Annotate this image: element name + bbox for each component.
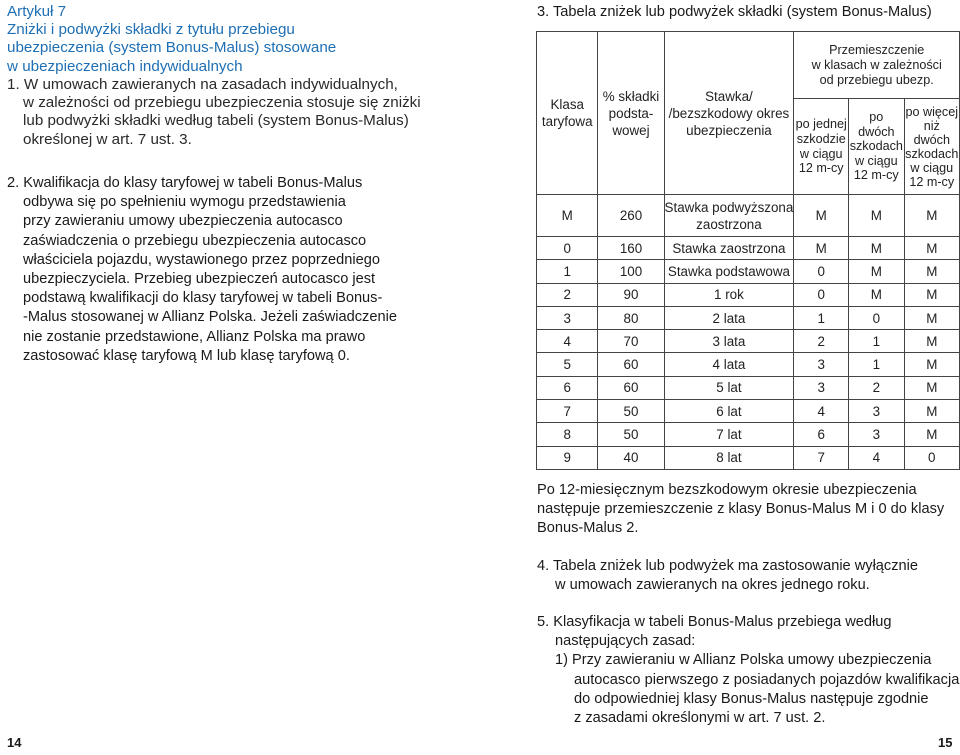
table-cell: 1	[849, 353, 904, 376]
table-cell: M	[904, 306, 959, 329]
text-line: 5. Klasyfikacja w tabeli Bonus-Malus przebiega według	[537, 614, 892, 630]
header-skladki: % składki podsta- wowej	[598, 32, 664, 195]
table-cell: 2	[794, 330, 849, 353]
table-row	[537, 237, 960, 260]
article-title-line: Zniżki i podwyżki składki z tytułu przebiegu	[7, 21, 295, 39]
text-line: lub podwyżki składki według tabeli (system Bonus-Malus)	[23, 112, 409, 130]
table-cell: 0	[794, 260, 849, 283]
table-row	[537, 423, 960, 446]
bonus-malus-table	[536, 31, 960, 470]
table-cell: 8	[537, 423, 598, 446]
header-po-dwoch: po dwóch szkodach w ciągu 12 m-cy	[849, 99, 904, 195]
point-4	[537, 557, 918, 595]
table-cell: 3	[794, 353, 849, 376]
table-cell: 90	[598, 283, 664, 306]
table-cell: Stawka podstawowa	[664, 260, 794, 283]
table-cell: 7	[537, 400, 598, 423]
text-line: -Malus stosowanej w Allianz Polska. Jeżeli zaświadczenie	[23, 309, 397, 326]
table-cell: 160	[598, 237, 664, 260]
page-number-left: 14	[7, 735, 22, 750]
table-cell: 3	[849, 400, 904, 423]
table-cell: 0	[849, 306, 904, 329]
table-cell: 50	[598, 400, 664, 423]
cell: 260	[598, 195, 664, 237]
table-cell: 40	[598, 446, 664, 469]
table-cell: 1	[849, 330, 904, 353]
table-cell: 2	[849, 376, 904, 399]
text-line: autocasco pierwszego z posiadanych pojazdów kwalifikacja	[574, 671, 960, 688]
table-cell: 1 rok	[664, 283, 794, 306]
text-line: zaświadczenia o przebiegu ubezpieczenia autocasco	[23, 232, 367, 249]
text-line: w zależności od przebiegu ubezpieczenia stosuje się zniżki	[23, 94, 421, 112]
table-cell: M	[794, 237, 849, 260]
table-cell: 0	[794, 283, 849, 306]
table-row	[537, 283, 960, 306]
table-cell: M	[904, 283, 959, 306]
text-line: przy zawieraniu umowy ubezpieczenia autocasco	[23, 213, 343, 230]
table-cell: M	[904, 400, 959, 423]
page-number-right: 15	[938, 735, 953, 750]
after-table-text	[537, 481, 944, 539]
table-row-m	[537, 195, 960, 237]
text-line: właściciela pojazdu, wystawionego przez poprzedniego	[23, 251, 380, 268]
table-row	[537, 353, 960, 376]
point-1	[7, 76, 421, 149]
table-cell: 6 lat	[664, 400, 794, 423]
text-line: z zasadami określonymi w art. 7 ust. 2.	[574, 710, 826, 727]
table-cell: 4 lata	[664, 353, 794, 376]
text-line: zastosować klasę taryfową M lub klasę taryfową 0.	[23, 347, 350, 364]
point-5	[537, 613, 959, 728]
table-cell: 60	[598, 353, 664, 376]
text-line: do odpowiedniej klasy Bonus-Malus następuje zgodnie	[574, 690, 929, 707]
point-2	[7, 174, 397, 366]
table-cell: M	[904, 260, 959, 283]
text-line: następujących zasad:	[555, 633, 696, 650]
table-cell: 5 lat	[664, 376, 794, 399]
table-row	[537, 260, 960, 283]
text-line: określonej w art. 7 ust. 3.	[23, 130, 192, 148]
article-title-line: w ubezpieczeniach indywidualnych	[7, 57, 243, 75]
table-header-row	[537, 32, 960, 99]
table-cell: M	[849, 283, 904, 306]
table-cell: 7 lat	[664, 423, 794, 446]
table-cell: 5	[537, 353, 598, 376]
text-line: nie zostanie przedstawione, Allianz Polska ma prawo	[23, 328, 366, 345]
table-row	[537, 330, 960, 353]
table-cell: 7	[794, 446, 849, 469]
table-cell: M	[849, 237, 904, 260]
cell: Stawka podwyższona zaostrzona	[664, 195, 794, 237]
article-title-line: ubezpieczenia (system Bonus-Malus) stosowane	[7, 39, 337, 57]
text-line: Po 12-miesięcznym bezszkodowym okresie ubezpieczenia	[537, 482, 917, 498]
cell: M	[849, 195, 904, 237]
table-cell: 0	[904, 446, 959, 469]
table-cell: 9	[537, 446, 598, 469]
table-cell: 3 lata	[664, 330, 794, 353]
table-row	[537, 376, 960, 399]
table-row	[537, 400, 960, 423]
table-cell: 2 lata	[664, 306, 794, 329]
point-3-title: 3. Tabela zniżek lub podwyżek składki (system Bonus-Malus)	[537, 4, 932, 20]
table-cell: 1	[794, 306, 849, 329]
text-line: ubezpieczyciela. Przebieg ubezpieczeń autocasco jest	[23, 271, 376, 288]
header-stawka: Stawka/ /bezszkodowy okres ubezpieczenia	[664, 32, 794, 195]
text-line: w umowach zawieranych na okres jednego roku.	[555, 577, 870, 594]
text-line: 2. Kwalifikacja do klasy taryfowej w tabeli Bonus-Malus	[7, 175, 363, 191]
table-cell: 100	[598, 260, 664, 283]
header-przemieszczenie: Przemieszczenie w klasach w zależności od przebiegu ubezp.	[794, 32, 960, 99]
article-title	[7, 3, 336, 76]
header-klasa: Klasa taryfowa	[537, 32, 598, 195]
table-cell: 80	[598, 306, 664, 329]
cell: M	[794, 195, 849, 237]
table-cell: 6	[794, 423, 849, 446]
table-row	[537, 446, 960, 469]
table-row	[537, 306, 960, 329]
text-line: następuje przemieszczenie z klasy Bonus-Malus M i 0 do klasy	[537, 501, 945, 518]
article-number: Artykuł 7	[7, 3, 67, 20]
text-line: 1) Przy zawieraniu w Allianz Polska umowy ubezpieczenia	[555, 652, 932, 669]
text-line: 4. Tabela zniżek lub podwyżek ma zastosowanie wyłącznie	[537, 558, 918, 574]
table-cell: 3	[537, 306, 598, 329]
table-cell: 70	[598, 330, 664, 353]
table-cell: M	[904, 353, 959, 376]
table-cell: 3	[794, 376, 849, 399]
text-line: Bonus-Malus 2.	[537, 520, 639, 537]
table-cell: 50	[598, 423, 664, 446]
table-cell: M	[904, 237, 959, 260]
table-cell: 0	[537, 237, 598, 260]
cell: M	[904, 195, 959, 237]
text-line: podstawą kwalifikacji do klasy taryfowej w tabeli Bonus-	[23, 290, 383, 307]
table-cell: 60	[598, 376, 664, 399]
table-cell: M	[904, 423, 959, 446]
text-line: 1. W umowach zawieranych na zasadach indywidualnych,	[7, 76, 398, 93]
table-cell: 4	[849, 446, 904, 469]
table-cell: 4	[794, 400, 849, 423]
header-po-wiecej: po więcej niż dwóch szkodach w ciągu 12 m-cy	[904, 99, 959, 195]
table-cell: 8 lat	[664, 446, 794, 469]
table-cell: 2	[537, 283, 598, 306]
text-line: odbywa się po spełnieniu wymogu przedstawienia	[23, 194, 346, 211]
table-cell: 4	[537, 330, 598, 353]
cell: M	[537, 195, 598, 237]
table-cell: 1	[537, 260, 598, 283]
header-po-jednej: po jednej szkodzie w ciągu 12 m-cy	[794, 99, 849, 195]
table-cell: M	[849, 260, 904, 283]
table-body	[537, 237, 960, 470]
table-cell: Stawka zaostrzona	[664, 237, 794, 260]
table-cell: M	[904, 330, 959, 353]
table-cell: M	[904, 376, 959, 399]
table-cell: 6	[537, 376, 598, 399]
table-cell: 3	[849, 423, 904, 446]
